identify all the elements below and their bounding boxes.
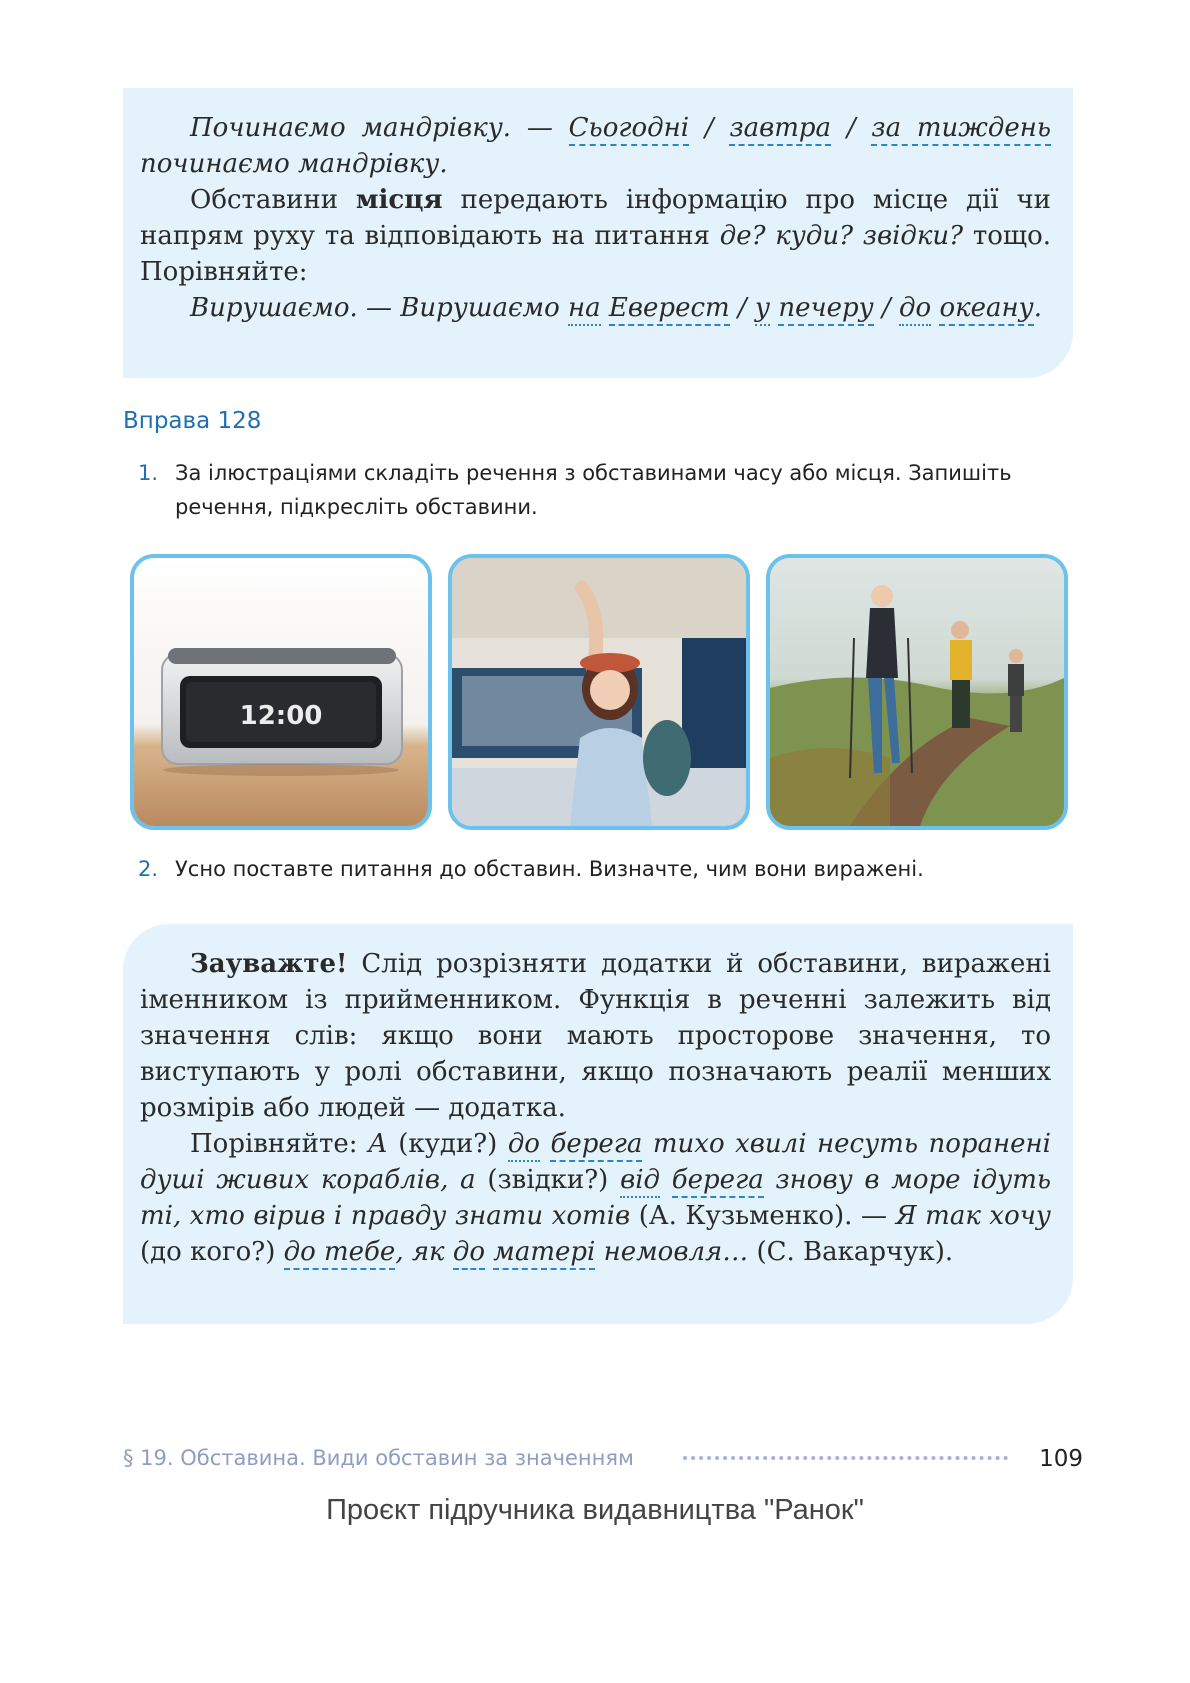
text: А [368, 1129, 388, 1159]
task-number: 2. [138, 857, 159, 881]
space [660, 1165, 672, 1195]
text: Порівняйте: [190, 1129, 369, 1159]
adverbial-today: Сьогодні [569, 113, 689, 146]
space [540, 1129, 551, 1159]
adverbial-in-a-week: за тиждень [871, 113, 1051, 146]
rule-box-place [123, 88, 1073, 378]
adverbial-ocean: океану [939, 293, 1033, 326]
clock-display: 12:00 [239, 701, 323, 731]
photo-alarm-clock [130, 554, 432, 830]
task-2 [123, 852, 1083, 886]
text: Слід розрізняти додатки й обставини, виражені іменником із прийменником. Функція в реченні залежить від значення слів: якщо вони мають просторове значення, то виступають у ролі обставини, якщо позначають реалії менших розмірів або людей — додатка. [140, 949, 1051, 1123]
publisher-note: Проєкт підручника видавництва "Ранок" [326, 1494, 864, 1526]
question: (куди?) [387, 1129, 508, 1159]
author: (С. Вакарчук). [748, 1237, 954, 1267]
preposition: від [620, 1165, 660, 1198]
space [601, 293, 609, 323]
note-text [140, 946, 1051, 1126]
text: немовля… [595, 1237, 749, 1267]
adverbial-cave: печеру [778, 293, 873, 326]
adverbial-tomorrow: завтра [729, 113, 831, 146]
preposition: у [755, 293, 770, 326]
text: тихо хвилі несуть поранені душі живих кораблів, а [140, 1129, 1051, 1195]
photo-hikers [766, 554, 1068, 830]
task-number: 1. [138, 461, 159, 485]
rule-place-text [140, 182, 1051, 290]
adverbial-shore: берега [672, 1165, 764, 1198]
adverbial-shore: берега [550, 1129, 642, 1162]
slash: / [729, 293, 755, 323]
question: (звідки?) [475, 1165, 621, 1195]
text: , як [395, 1237, 453, 1267]
text: Я так хочу [895, 1201, 1051, 1231]
text: починаємо мандрівку. [140, 149, 448, 179]
preposition: на [568, 293, 601, 326]
note-label: Зауважте! [190, 949, 348, 979]
text: Починаємо мандрівку. — [190, 113, 569, 143]
rule-box-note [123, 924, 1073, 1324]
text: знову в море ідуть ті, хто вірив і правду знати хотів [140, 1165, 1051, 1231]
photo-woman-train [448, 554, 750, 830]
object-to-you: до тебе [284, 1237, 396, 1270]
preposition: до [453, 1237, 485, 1270]
exercise-title: Вправа 128 [123, 408, 262, 434]
questions: де? куди? звідки? [719, 221, 964, 251]
slash: / [873, 293, 900, 323]
page-number: 109 [1039, 1446, 1083, 1472]
example-place [140, 290, 1051, 326]
task-text: Усно поставте питання до обставин. Визначте, чим вони виражені. [175, 857, 924, 881]
page-footer [123, 1446, 1083, 1482]
object-mother: матері [493, 1237, 595, 1270]
text: Обставини [190, 185, 356, 215]
text: тощо. Порівняйте: [140, 221, 1051, 287]
term-place: місця [355, 185, 443, 215]
task-1 [123, 456, 1083, 524]
author: (А. Кузьменко). — [630, 1201, 896, 1231]
period: . [1033, 293, 1042, 323]
compare-examples [140, 1126, 1051, 1270]
example-time [140, 110, 1051, 182]
question: (до кого?) [140, 1237, 284, 1267]
preposition: до [508, 1129, 540, 1162]
text: Вирушаємо. — Вирушаємо [190, 293, 569, 323]
slash: / [831, 113, 872, 143]
task-text: За ілюстраціями складіть речення з обставинами часу або місця. Запишіть речення, підкресліть обставини. [175, 461, 1012, 519]
section-title: § 19. Обставина. Види обставин за значенням [123, 1446, 634, 1470]
dotted-leader [683, 1456, 1008, 1460]
text: передають інформацію про місце дії чи напрям руху та відповідають на питання [140, 185, 1051, 251]
preposition: до [899, 293, 931, 326]
slash: / [689, 113, 730, 143]
adverbial-everest: Еверест [609, 293, 730, 326]
